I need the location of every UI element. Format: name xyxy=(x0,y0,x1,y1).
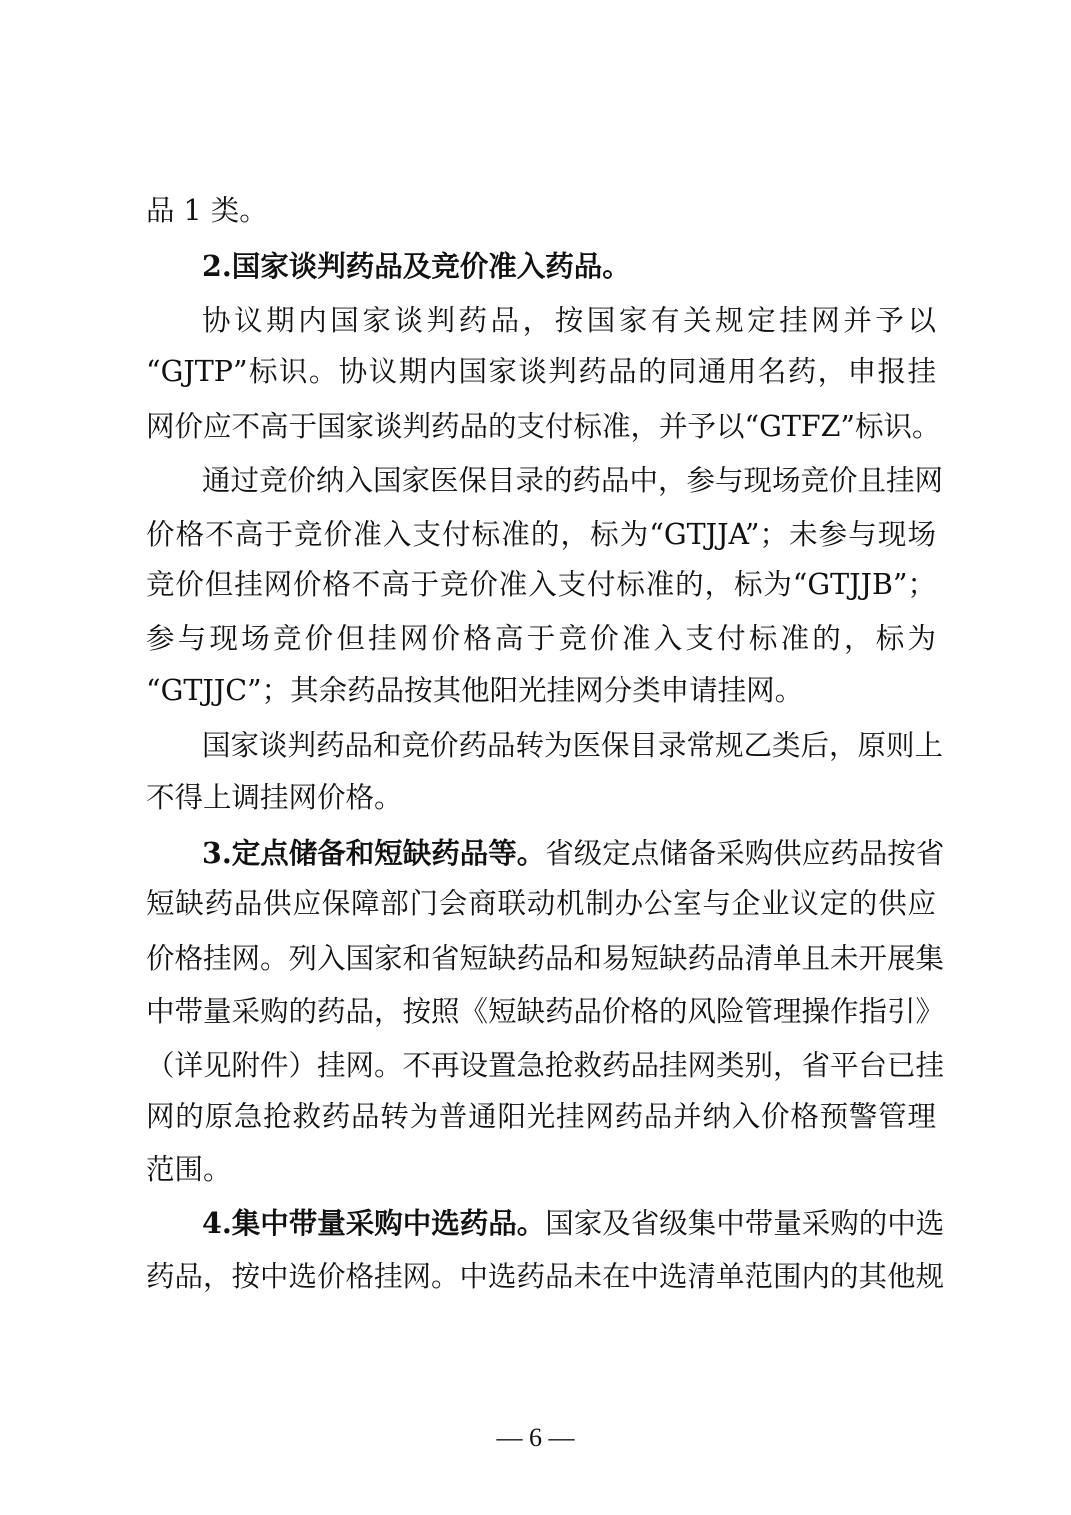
page-number: — 6 — xyxy=(496,1423,575,1452)
text-line-15: 价格挂网。列入国家和省短缺药品和易短缺药品清单且未开展集 xyxy=(146,942,945,975)
text-line-4: “GJTP”标识。协议期内国家谈判药品的同通用名药，申报挂 xyxy=(146,355,936,388)
text-line-10: “GTJJC”；其余药品按其他阳光挂网分类申请挂网。 xyxy=(146,674,804,707)
text-line-13-rest: 省级定点储备采购供应药品按省 xyxy=(545,837,945,870)
text-line-17: （详见附件）挂网。不再设置急抢救药品挂网类别，省平台已挂 xyxy=(146,1049,945,1082)
text-line-12: 不得上调挂网价格。 xyxy=(146,781,403,814)
section-heading-4: 4.集中带量采购中选药品。 xyxy=(202,1206,546,1240)
text-line-14: 短缺药品供应保障部门会商联动机制办公室与企业议定的供应 xyxy=(146,887,936,920)
text-line-18: 网的原急抢救药品转为普通阳光挂网药品并纳入价格预警管理 xyxy=(146,1100,936,1133)
text-line-6: 通过竞价纳入国家医保目录的药品中，参与现场竞价且挂网 xyxy=(202,464,944,497)
text-line-9: 参与现场竞价但挂网价格高于竞价准入支付标准的，标为 xyxy=(146,622,936,655)
text-line-16: 中带量采购的药品，按照《短缺药品价格的风险管理操作指引》 xyxy=(146,995,945,1028)
text-line-1: 品 1 类。 xyxy=(146,194,268,227)
text-line-11: 国家谈判药品和竞价药品转为医保目录常规乙类后，原则上 xyxy=(202,729,944,762)
text-line-20-rest: 国家及省级集中带量采购的中选 xyxy=(545,1207,945,1240)
text-line-13 xyxy=(202,825,945,881)
text-line-3: 协议期内国家谈判药品，按国家有关规定挂网并予以 xyxy=(202,304,936,337)
section-heading-2: 2.国家谈判药品及竞价准入药品。 xyxy=(202,249,631,283)
text-line-19: 范围。 xyxy=(146,1153,232,1186)
section-heading-3: 3.定点储备和短缺药品等。 xyxy=(202,836,546,870)
text-line-5: 网价应不高于国家谈判药品的支付标准，并予以“GTFZ”标识。 xyxy=(146,410,941,443)
text-line-7: 价格不高于竞价准入支付标准的，标为“GTJJA”；未参与现场 xyxy=(146,518,936,551)
text-line-20 xyxy=(202,1195,945,1251)
text-line-8: 竞价但挂网价格不高于竞价准入支付标准的，标为“GTJJB”； xyxy=(146,568,936,601)
text-line-21: 药品，按中选价格挂网。中选药品未在中选清单范围内的其他规 xyxy=(146,1260,945,1293)
